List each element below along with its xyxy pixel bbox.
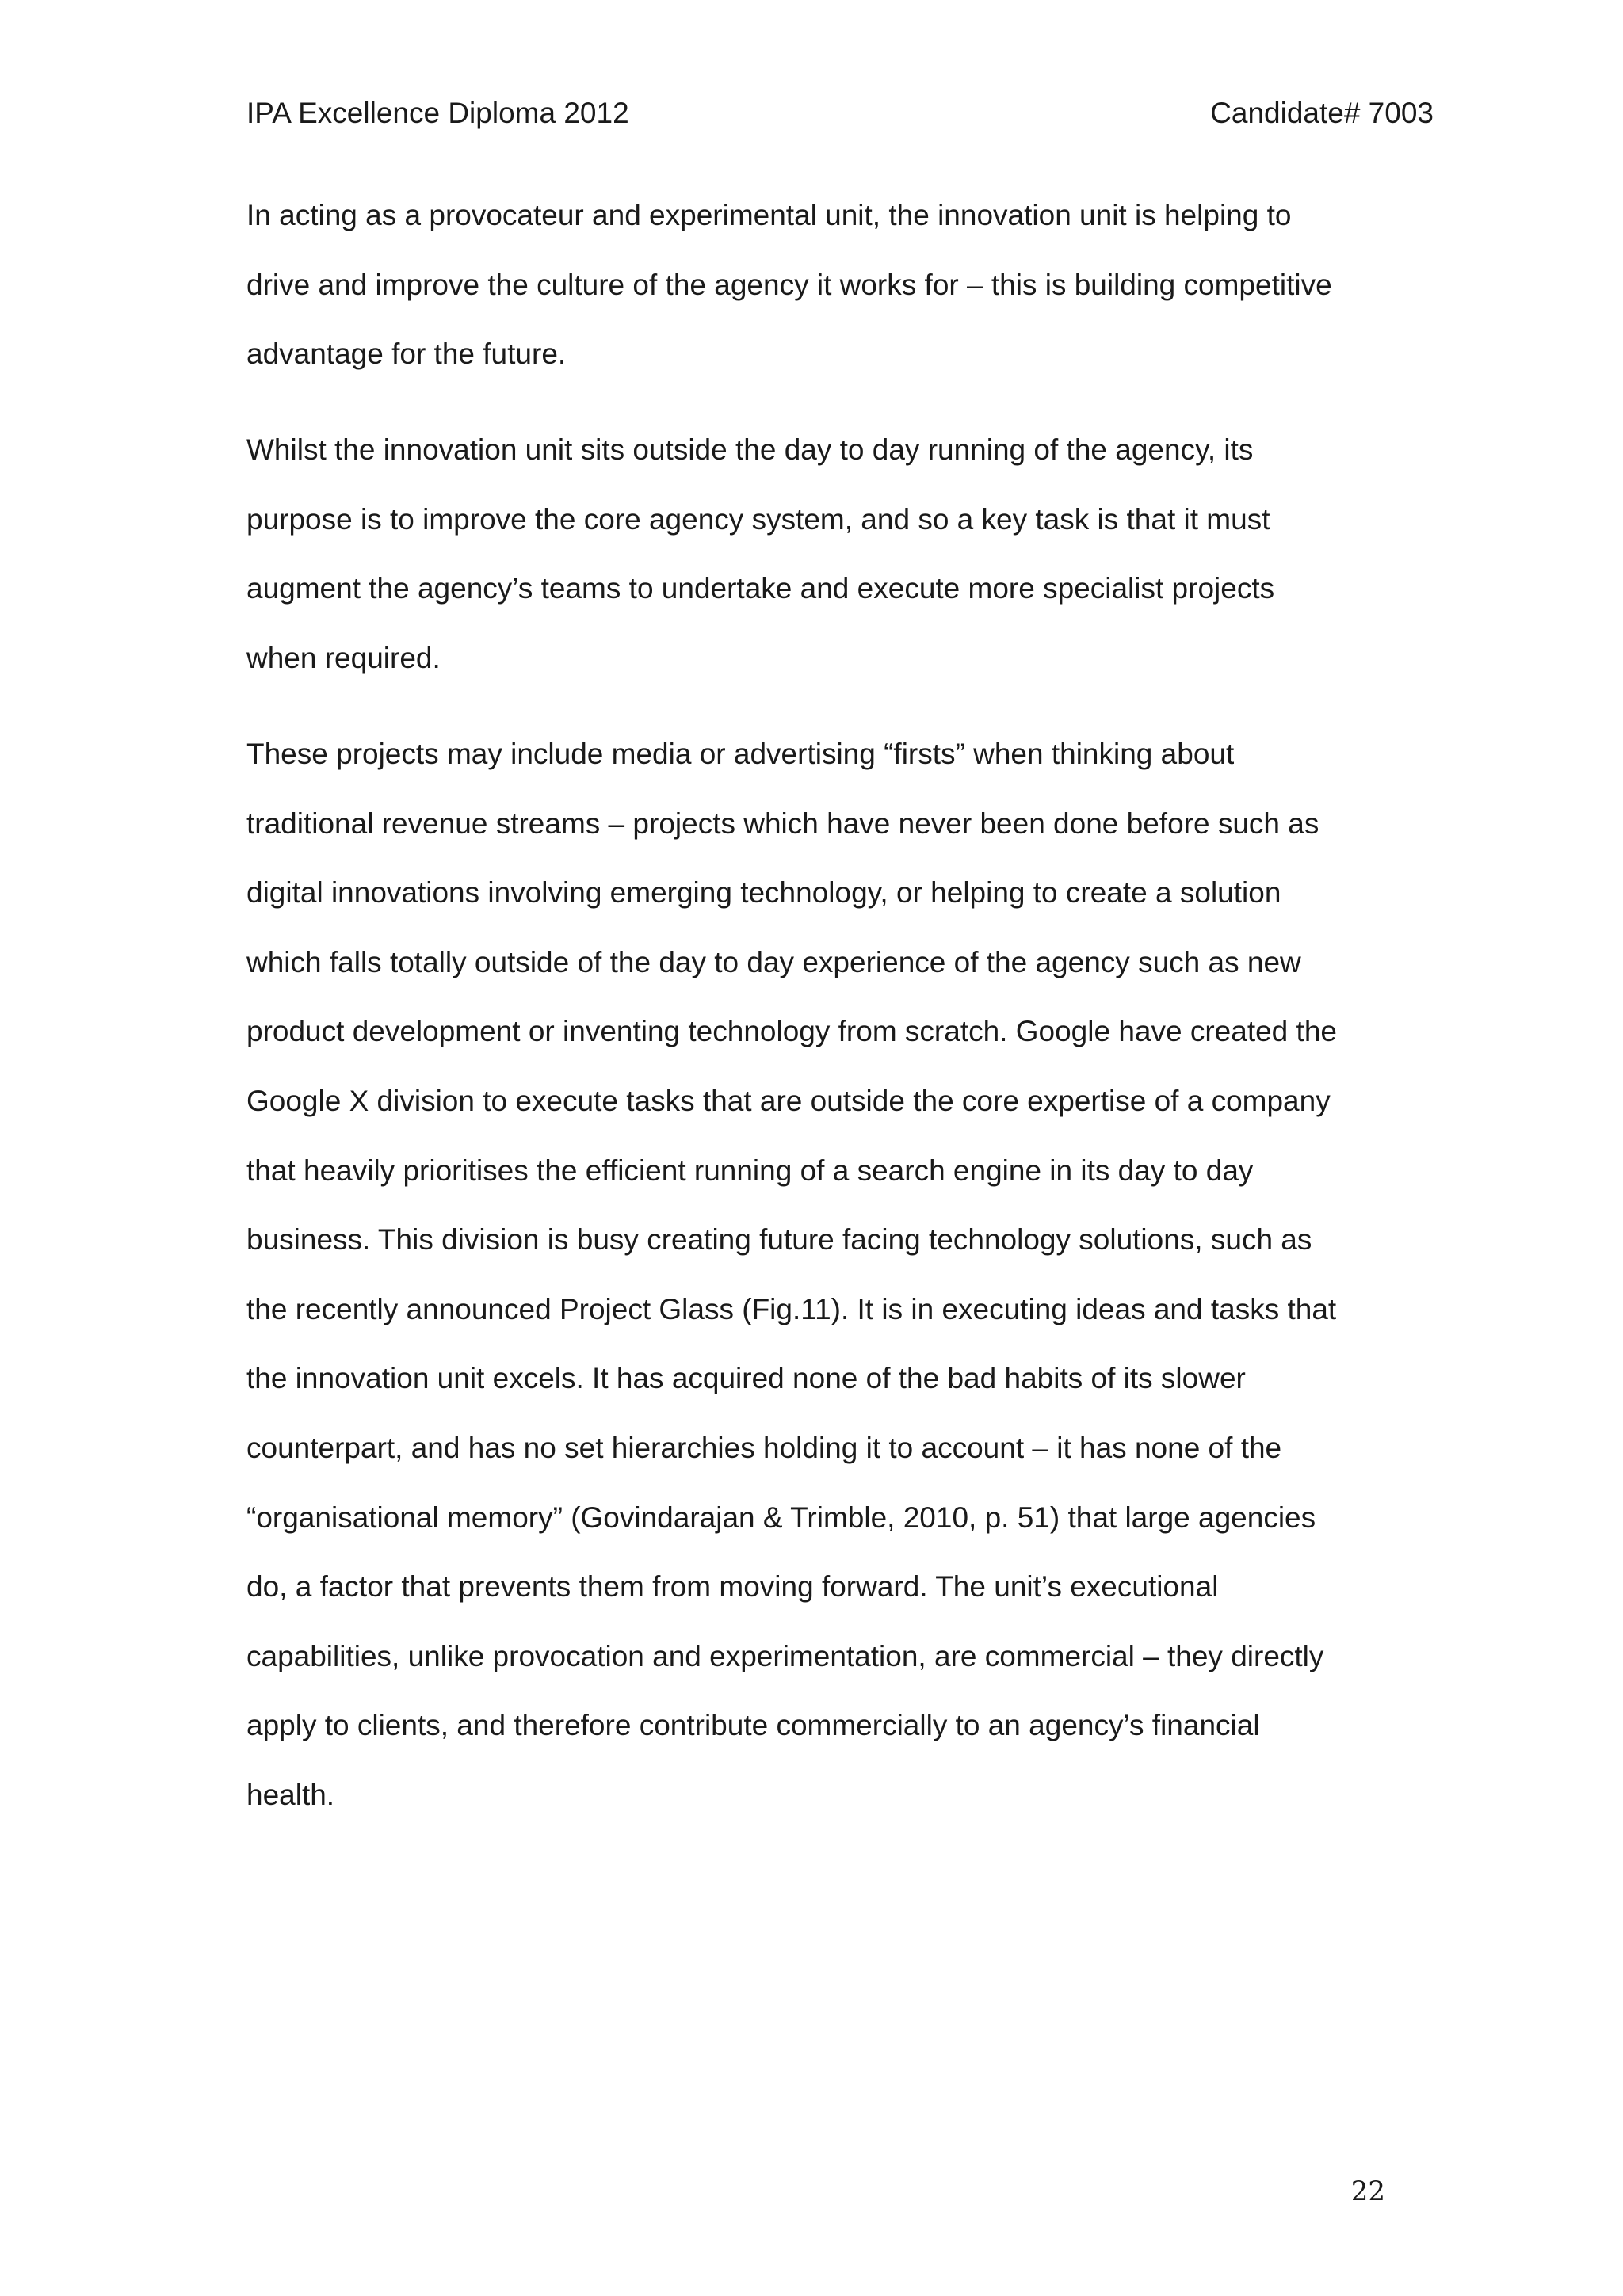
page-number: 22: [1350, 2176, 1385, 2207]
paragraph-line: which falls totally outside of the day to day experience of the agency such as new: [246, 945, 1301, 978]
paragraph-line: “organisational memory” (Govindarajan & Trimble, 2010, p. 51) that large agencies: [246, 1501, 1316, 1534]
paragraph-line: In acting as a provocateur and experimental unit, the innovation unit is helping to: [246, 199, 1292, 231]
paragraph-line: advantage for the future.: [246, 338, 567, 371]
paragraph: [246, 181, 1403, 389]
paragraph-line: health.: [246, 1778, 335, 1811]
paragraph: [246, 719, 1403, 1830]
paragraph-line: Whilst the innovation unit sits outside the day to day running of the agency, its: [246, 433, 1254, 466]
paragraph-line: capabilities, unlike provocation and experimentation, are commercial – they directly: [246, 1639, 1324, 1672]
paragraph-line: augment the agency’s teams to undertake and execute more specialist projects: [246, 572, 1275, 605]
paragraph-line: apply to clients, and therefore contribute commercially to an agency’s financial: [246, 1709, 1260, 1742]
paragraph-line: product development or inventing technology from scratch. Google have created the: [246, 1015, 1337, 1048]
paragraph-line: do, a factor that prevents them from moving forward. The unit’s executional: [246, 1570, 1219, 1604]
paragraph-line: purpose is to improve the core agency system, and so a key task is that it must: [246, 502, 1270, 536]
header-title: IPA Excellence Diploma 2012: [246, 97, 629, 129]
paragraph-line: drive and improve the culture of the agency it works for – this is building competitive: [246, 268, 1332, 301]
paragraph-line: the recently announced Project Glass (Fig.11). It is in executing ideas and tasks that: [246, 1292, 1337, 1325]
paragraph-line: counterpart, and has no set hierarchies holding it to account – it has none of the: [246, 1431, 1282, 1464]
paragraph-line: Google X division to execute tasks that are outside the core expertise of a company: [246, 1084, 1331, 1117]
paragraph-line: that heavily prioritises the efficient running of a search engine in its day to day: [246, 1154, 1254, 1187]
paragraph-line: the innovation unit excels. It has acquired none of the bad habits of its slower: [246, 1362, 1246, 1395]
header-candidate-number: Candidate# 7003: [1210, 97, 1434, 129]
paragraph-line: traditional revenue streams – projects which have never been done before such as: [246, 807, 1319, 840]
paragraph-line: business. This division is busy creating future facing technology solutions, such as: [246, 1223, 1312, 1257]
paragraph-line: when required.: [246, 641, 441, 674]
paragraph-line: These projects may include media or advertising “firsts” when thinking about: [246, 738, 1235, 770]
paragraph-line: digital innovations involving emerging technology, or helping to create a solution: [246, 876, 1281, 910]
paragraph: [246, 415, 1403, 692]
